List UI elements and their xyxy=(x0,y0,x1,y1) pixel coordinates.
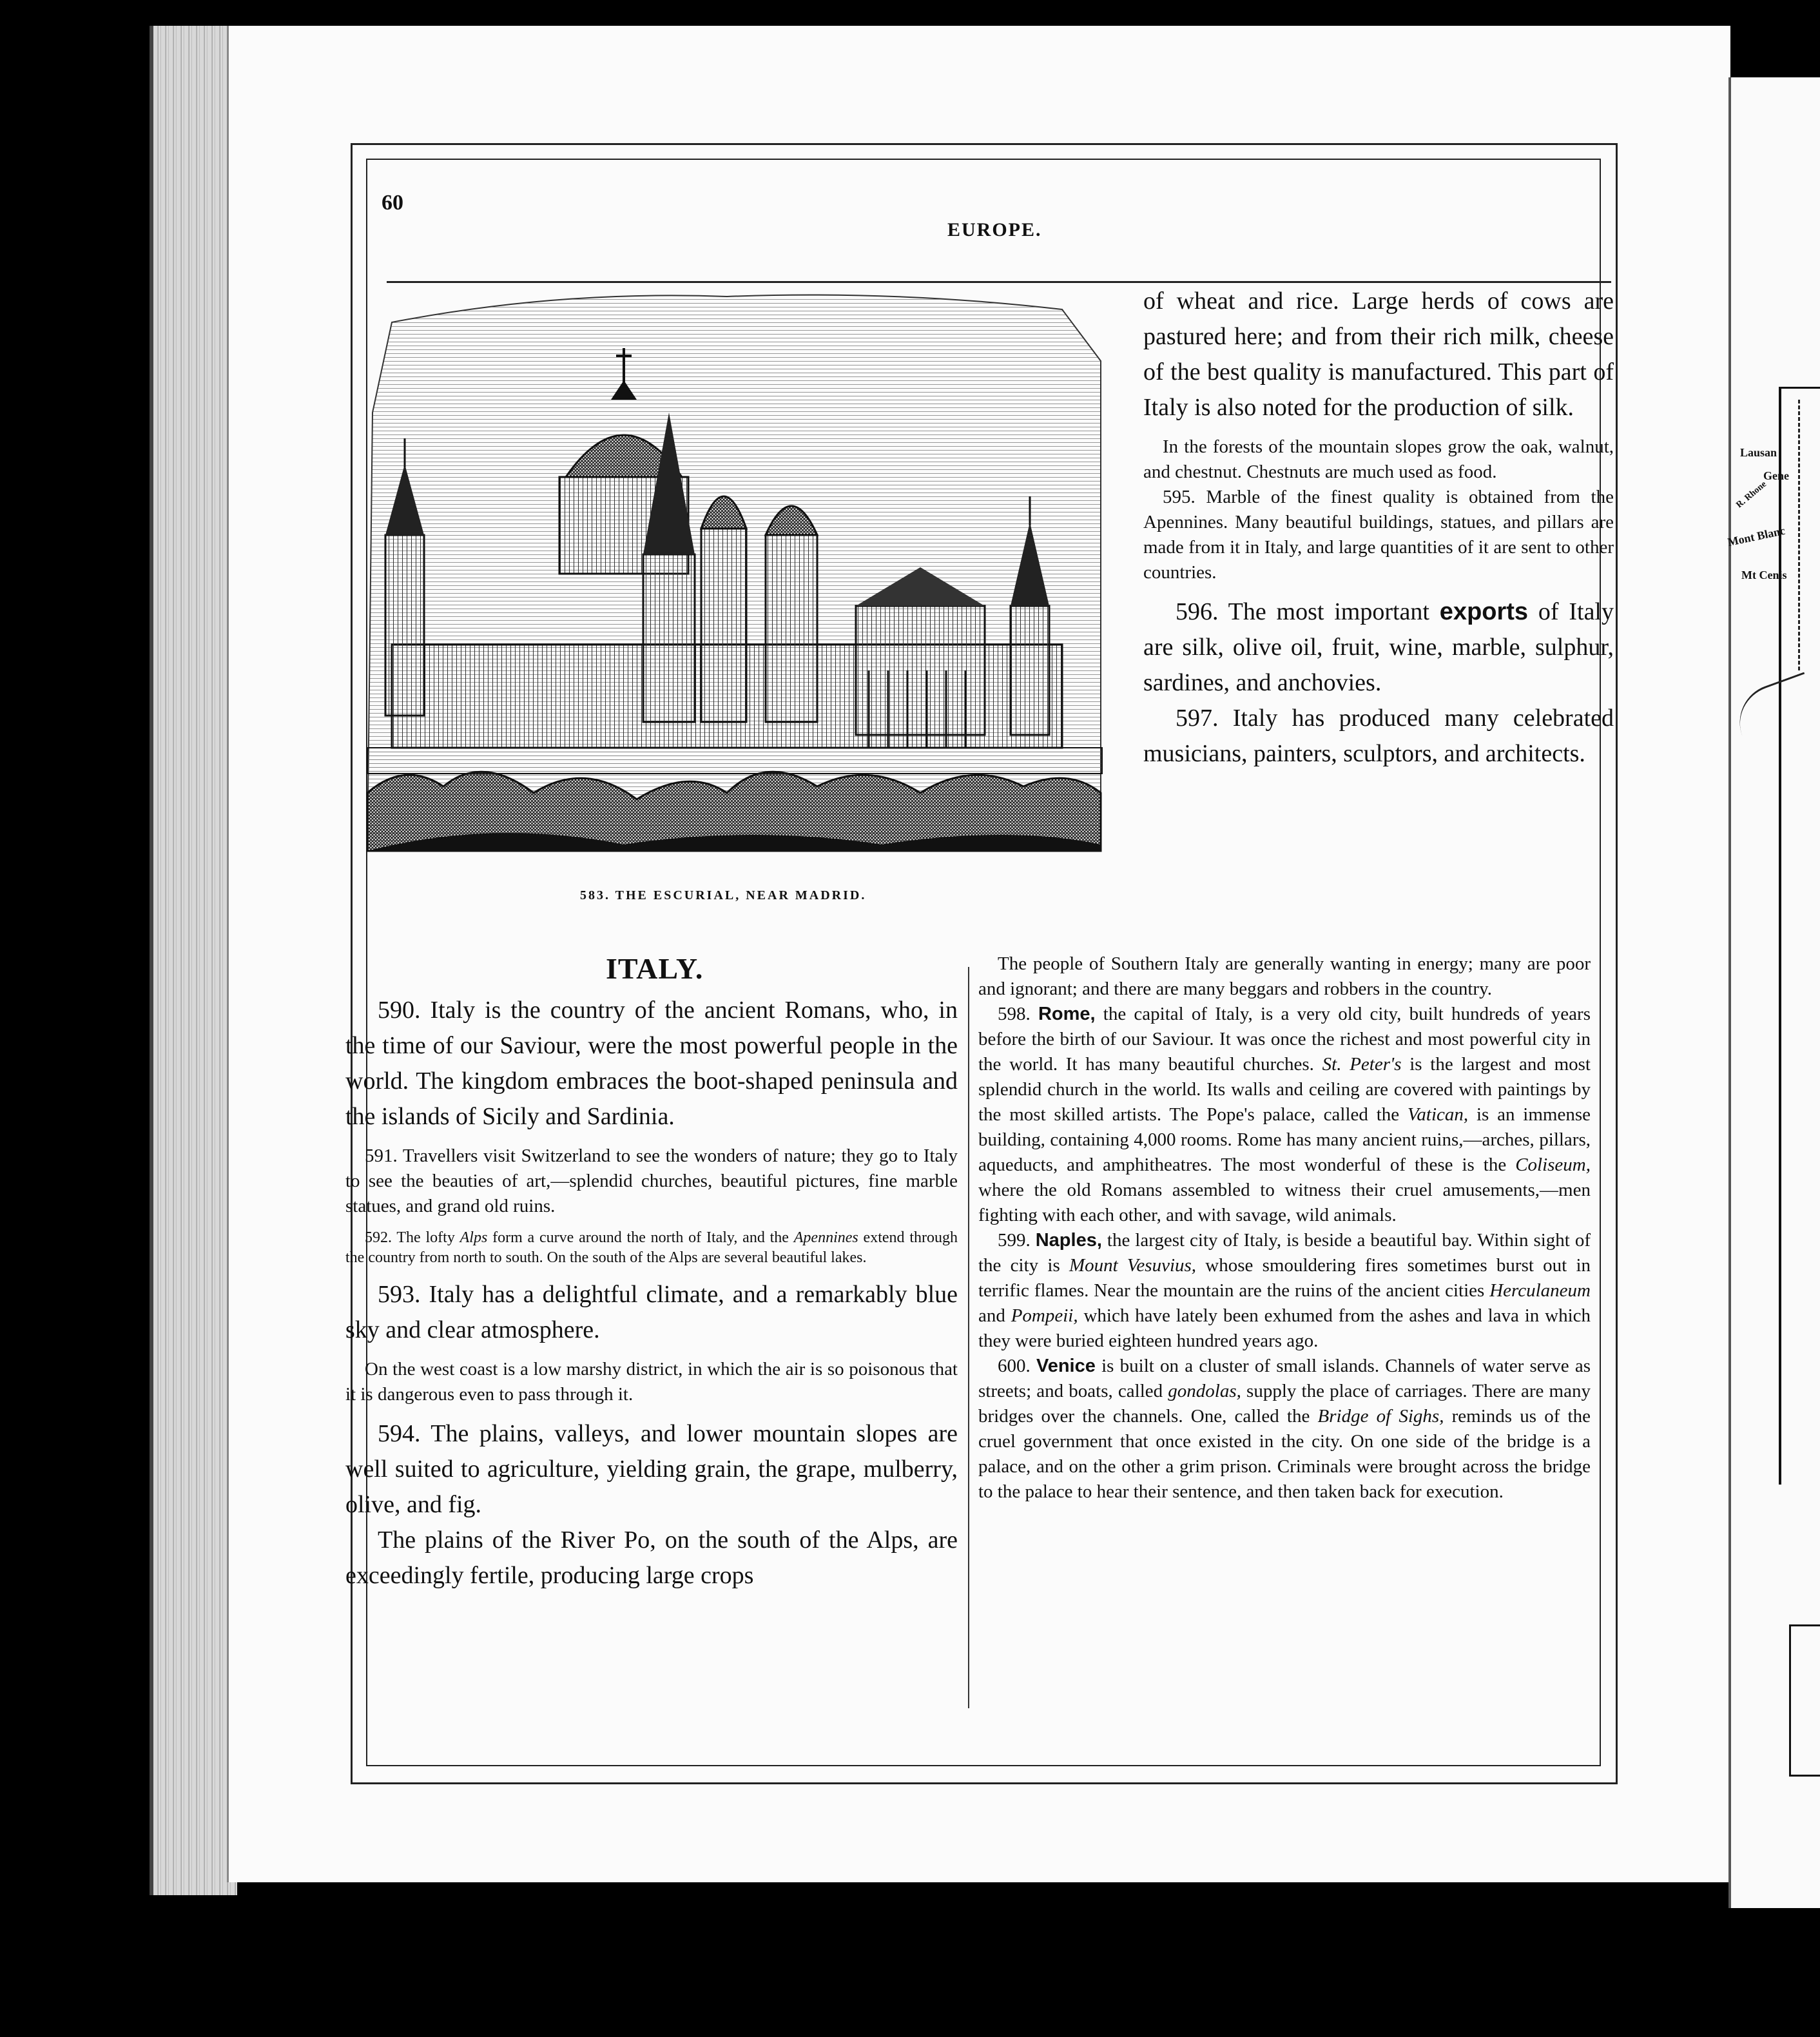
right-column-bottom xyxy=(978,951,1591,1505)
map-inset-box xyxy=(1789,1624,1820,1777)
column-divider xyxy=(968,967,969,1708)
paragraph-592: 592. The lofty Alps form a curve around the north of Italy, and the Apennines extend through the country from north to south. On the south of the Alps are several beautiful lakes. xyxy=(345,1229,958,1266)
paragraph-597: 597. Italy has produced many celebrated musicians, painters, sculptors, and architects. xyxy=(1143,705,1614,767)
term-vesuvius: Mount Vesuvius, xyxy=(1069,1255,1197,1276)
term-st-peters: St. Peter's xyxy=(1322,1054,1402,1075)
paragraph-598: 598. Rome, the capital of Italy, is a very old city, built hundreds of years before the birth of our Saviour. It was once the richest and most powerful city in the world. It has many beautiful churches. St. Peter's is the largest and most splendid church in the world. Its walls and ceiling are covered with paintings by the most skilled artists. The Pope's palace, called the Vatican, is an immense building, containing 4,000 rooms. Rome has many ancient ruins,—arches, pillars, aqueducts, and amphitheatres. The most wonderful of these is the Coliseum, where the old Romans assembled to witness their cruel amusements,—men fighting with each other, and with savage, wild animals. xyxy=(978,1004,1591,1225)
paragraph-595: 595. Marble of the finest quality is obtained from the Apennines. Many beautiful buildings, statues, and pillars are made from it in Italy, and large quantities of it are sent to other countries. xyxy=(1143,487,1614,583)
term-herculaneum: Herculaneum xyxy=(1489,1280,1591,1301)
paragraph-600: 600. Venice is built on a cluster of small islands. Channels of water serve as streets; and boats, called gondolas, supply the place of carriages. There are many bridges over the channels. One, called the Bridge of Sighs, reminds us of the cruel government that once existed in the city. On one side of the bridge is a palace, and on the other a grim prison. Criminals were brought across the bridge to the palace to hear their sentence, and then taken back for execution. xyxy=(978,1356,1591,1502)
map-label-lausanne: Lausan xyxy=(1740,446,1777,459)
figure-caption: 583. THE ESCURIAL, NEAR MADRID. xyxy=(580,888,867,902)
paragraph-599: 599. Naples, the largest city of Italy, is beside a beautiful bay. Within sight of the city is Mount Vesuvius, whose smouldering fires sometimes burst out in terrific flames. Near the mountain are the ruins of the ancient cities Herculaneum and Pompeii, which have lately been exhumed from the ashes and lava in which they were buried eighteen hundred years ago. xyxy=(978,1230,1591,1351)
term-apennines: Apennines xyxy=(793,1229,858,1246)
continued-paragraph: of wheat and rice. Large herds of cows are pastured here; and from their rich milk, cheese of the best quality is manufactured. This part of Italy is also noted for the production of silk. xyxy=(1143,288,1614,421)
left-column xyxy=(345,993,958,1594)
southern-italy-note: The people of Southern Italy are generally wanting in energy; many are poor and ignorant; and there are many beggars and robbers in the country. xyxy=(978,953,1591,999)
term-venice: Venice xyxy=(1036,1356,1096,1376)
right-column-top xyxy=(1143,284,1614,772)
term-vatican: Vatican, xyxy=(1407,1104,1469,1125)
paragraph-593: 593. Italy has a delightful climate, and a remarkably blue sky and clear atmosphere. xyxy=(345,1281,958,1343)
paragraph-591: 591. Travellers visit Switzerland to see the wonders of nature; they go to Italy to see the beauties of art,—splendid churches, beautiful pictures, fine marble statues, and grand old ruins. xyxy=(345,1145,958,1216)
page-number: 60 xyxy=(382,191,403,215)
paragraph-596: 596. The most important exports of Italy are silk, olive oil, fruit, wine, marble, sulphur, sardines, and anchovies. xyxy=(1143,598,1614,696)
section-heading-italy: ITALY. xyxy=(606,952,704,985)
term-naples: Naples, xyxy=(1035,1230,1102,1251)
map-label-rhone: R. Rhone xyxy=(1734,479,1768,511)
map-label-mont-cenis: Mt Cenis xyxy=(1741,569,1787,581)
forests-note: In the forests of the mountain slopes grow the oak, walnut, and chestnut. Chestnuts are much used as food. xyxy=(1143,436,1614,482)
map-label-mont-blanc: Mont Blanc xyxy=(1726,523,1786,549)
paragraph-590: 590. Italy is the country of the ancient Romans, who, in the time of our Saviour, were the most powerful people in the world. The kingdom embraces the boot-shaped peninsula and the islands of Sicily and Sardinia. xyxy=(345,997,958,1130)
term-alps: Alps xyxy=(460,1229,488,1246)
escurial-engraving xyxy=(366,284,1107,883)
term-exports: exports xyxy=(1439,598,1529,625)
map-coastline xyxy=(1798,400,1820,670)
map-label-geneva: Gene xyxy=(1763,469,1789,482)
term-gondolas: gondolas, xyxy=(1168,1381,1241,1401)
term-rome: Rome, xyxy=(1038,1004,1096,1024)
paragraph-593-note: On the west coast is a low marshy district, in which the air is so poisonous that it is dangerous even to pass through it. xyxy=(345,1359,958,1405)
paragraph-594: 594. The plains, valleys, and lower mountain slopes are well suited to agriculture, yielding grain, the grape, mulberry, olive, and fig. xyxy=(345,1420,958,1518)
running-head: EUROPE. xyxy=(947,219,1042,240)
paragraph-594-continued: The plains of the River Po, on the south of the Alps, are exceedingly fertile, producing large crops xyxy=(345,1526,958,1589)
term-bridge-of-sighs: Bridge of Sighs, xyxy=(1317,1406,1444,1427)
term-coliseum: Coliseum, xyxy=(1515,1155,1591,1175)
term-pompeii: Pompeii, xyxy=(1011,1305,1078,1326)
header-rule xyxy=(387,281,1611,283)
book-page-edges xyxy=(150,26,237,1895)
